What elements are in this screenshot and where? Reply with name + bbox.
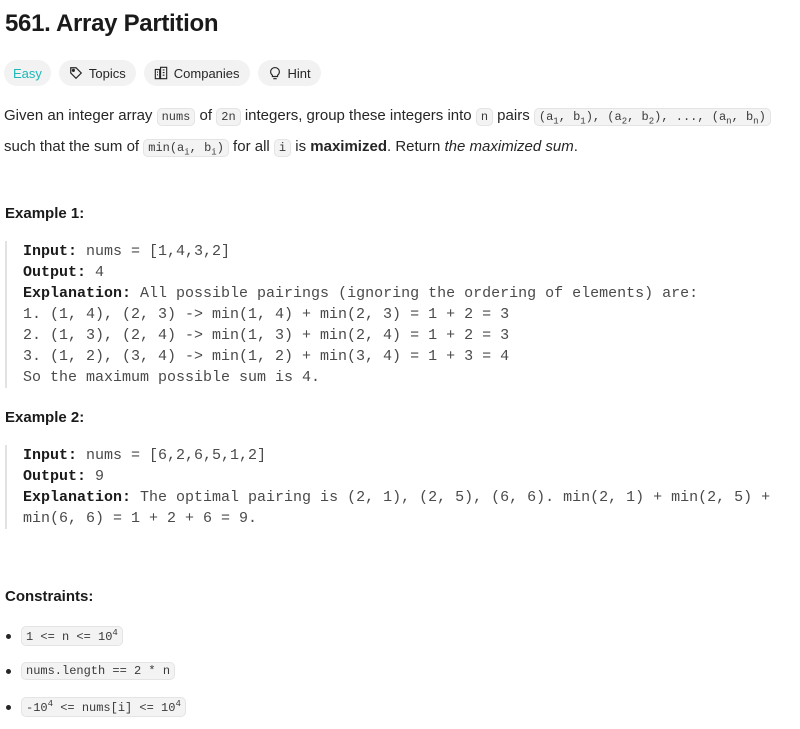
inline-code: nums [157, 108, 196, 126]
bullet [6, 669, 11, 674]
bullet [6, 705, 11, 710]
topics-label: Topics [88, 65, 126, 81]
bullet [6, 634, 11, 639]
inline-code: i [274, 139, 291, 157]
constraint-item [6, 662, 175, 680]
desc-text: pairs [493, 107, 534, 124]
hint-label: Hint [287, 65, 311, 81]
inline-code: n [476, 108, 493, 126]
desc-text: Given an integer array [4, 107, 157, 124]
constraints-heading: Constraints: [5, 588, 94, 605]
hint-button[interactable] [258, 60, 321, 86]
constraint-code: $1 <= n <= 10^4$ [21, 626, 123, 646]
companies-label: Companies [173, 65, 240, 81]
pairs-code: ($a_1$, $b_1$), ($a_2$, $b_2$), ..., ($a_n$, $b_n$) [534, 108, 771, 126]
desc-text: is [291, 138, 311, 156]
example-1-heading: Example 1: [5, 205, 85, 222]
example-1-block: Input: nums = [1,4,3,2] Output: 4 Explanation: All possible pairings (ignoring the ordering of elements) are: 1. (1, 4), (2, 3) -> min(1, 4) + min(2, 3) = 1 + 2 = 3 2. (1, 3), (2, 4) -> min(1, 3) + min(2, 4) = 1 + 2 = 3 3. (1, 2), (3, 4) -> min(1, 2) + min(3, 4) = 1 + 3 = 4 So the maximum possible sum is 4. [5, 241, 698, 388]
constraint-item [6, 626, 123, 646]
constraint-code: nums.length == 2 * n [21, 662, 175, 680]
lightbulb-icon [268, 66, 282, 80]
topics-button[interactable] [59, 60, 136, 86]
example-2-block: Input: nums = [6,2,6,5,1,2] Output: 9 Explanation: The optimal pairing is (2, 1), (2, 5), (6, 6). min(2, 1) + min(2, 5) + min(6, 6) = 1 + 2 + 6 = 9. [5, 445, 770, 529]
example-2-heading: Example 2: [5, 409, 85, 426]
constraint-code: $-10^4$ <= nums[i] <= $10^4$ [21, 697, 186, 717]
min-code: $\min(a_i$, $b_i$) [143, 139, 229, 157]
problem-description [4, 103, 794, 166]
italic-text: the maximized sum [444, 138, 574, 156]
difficulty-badge: Easy [4, 60, 51, 86]
tag-icon [69, 66, 83, 80]
bold-text: maximized [310, 138, 387, 156]
desc-text: integers, group these integers into [240, 107, 476, 124]
desc-text: . [573, 138, 578, 156]
desc-text: . Return [386, 138, 445, 156]
problem-title: 561. Array Partition [5, 10, 219, 37]
desc-text: for all [228, 138, 274, 156]
constraint-item [6, 697, 186, 717]
companies-button[interactable] [144, 60, 250, 86]
inline-code: 2n [216, 108, 240, 126]
tag-bar [4, 60, 321, 86]
building-icon [154, 66, 168, 80]
desc-text: of [195, 107, 217, 124]
desc-text: such that the sum of [4, 138, 144, 156]
